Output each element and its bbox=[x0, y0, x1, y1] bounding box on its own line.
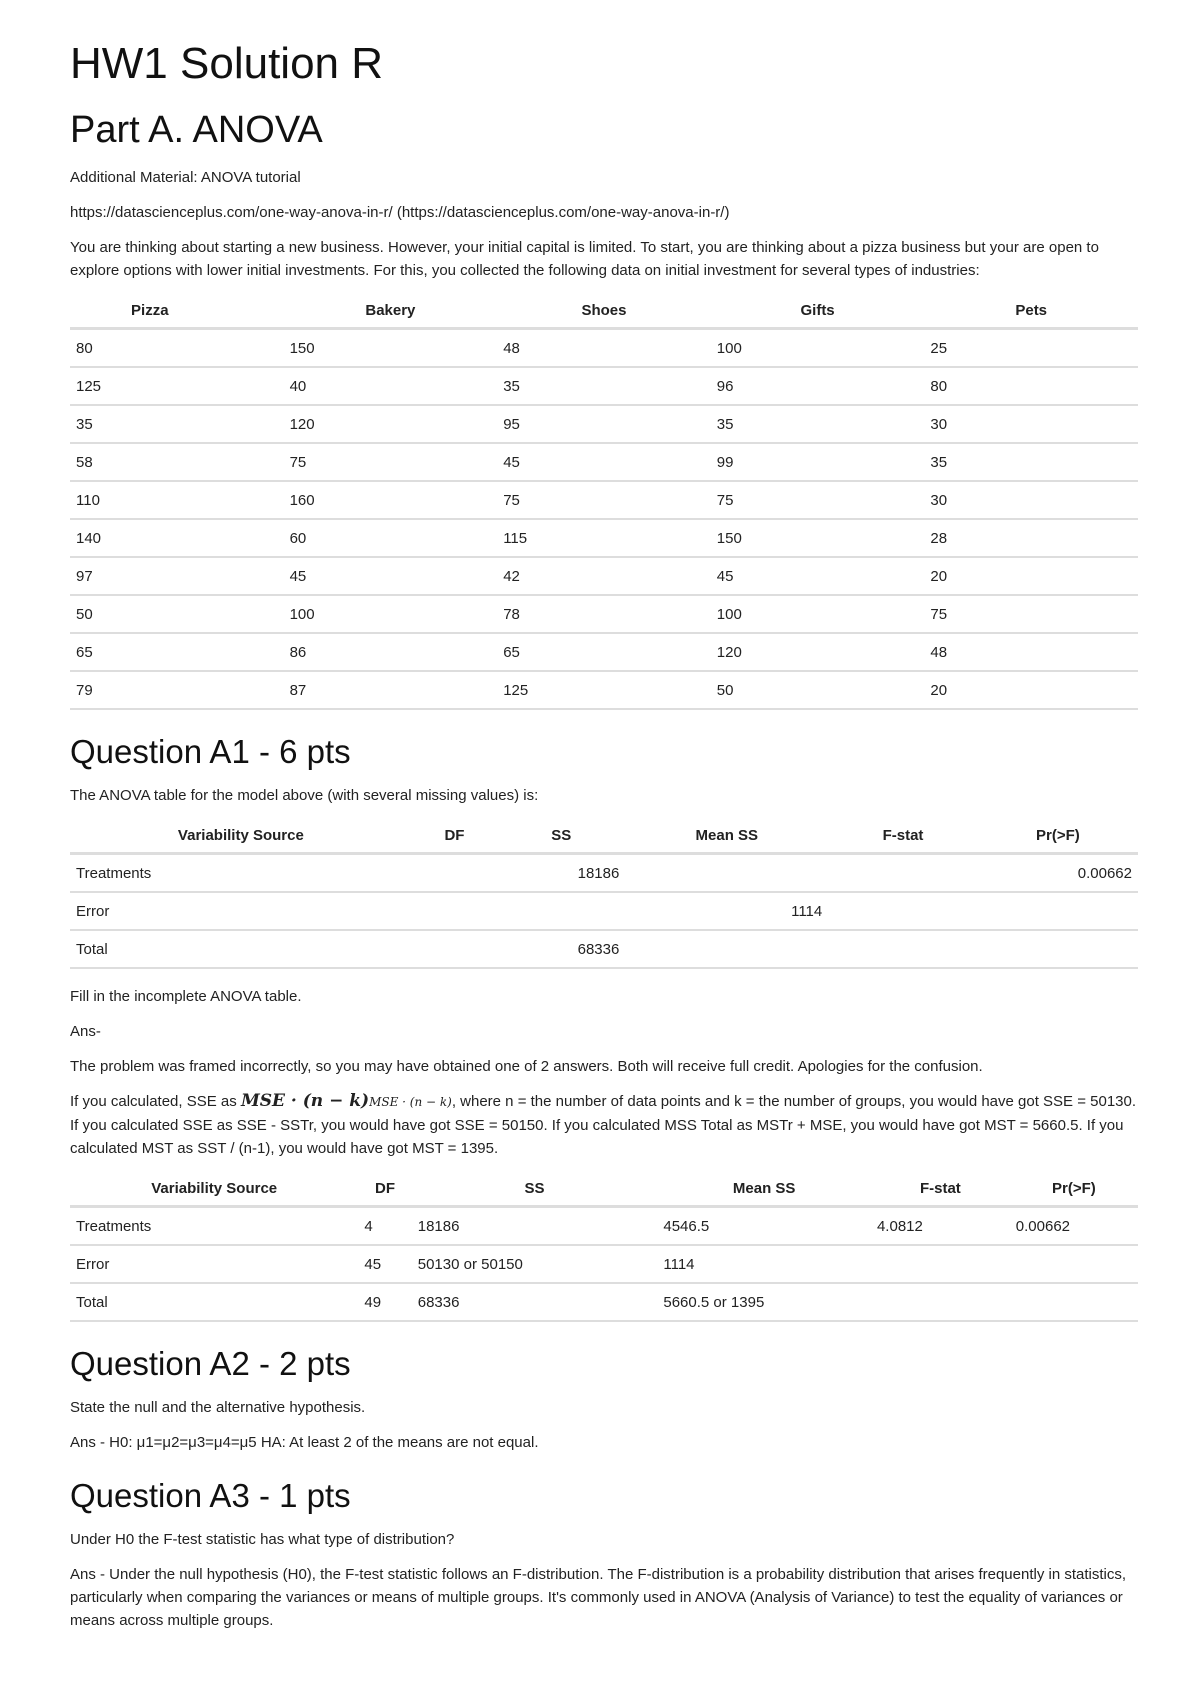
table-cell: 79 bbox=[70, 671, 284, 709]
table-row bbox=[70, 405, 1138, 443]
table-cell: 125 bbox=[497, 671, 711, 709]
table-row bbox=[70, 367, 1138, 405]
table-cell: 120 bbox=[711, 633, 925, 671]
table-cell bbox=[828, 930, 978, 968]
column-header: DF bbox=[358, 1172, 411, 1207]
table-row bbox=[70, 633, 1138, 671]
formula-bold: MSE · (n − k) bbox=[240, 1091, 370, 1111]
table-cell: 80 bbox=[924, 367, 1138, 405]
table-cell: 150 bbox=[711, 519, 925, 557]
question-a3-prompt: Under H0 the F-test statistic has what type of distribution? bbox=[70, 1531, 455, 1548]
table-cell: 49 bbox=[358, 1283, 411, 1321]
table-cell bbox=[625, 854, 828, 893]
investment-data-table bbox=[70, 294, 1138, 710]
table-cell bbox=[412, 892, 497, 930]
table-cell: 100 bbox=[711, 329, 925, 368]
question-a1-heading: Question A1 - 6 pts bbox=[70, 733, 351, 770]
table-cell: 35 bbox=[924, 443, 1138, 481]
table-row bbox=[70, 1245, 1138, 1283]
table-row bbox=[70, 519, 1138, 557]
table-header-row bbox=[70, 1172, 1138, 1207]
table-cell: 100 bbox=[711, 595, 925, 633]
table-cell: 78 bbox=[497, 595, 711, 633]
column-header: Pizza bbox=[70, 294, 284, 329]
table-cell: 150 bbox=[284, 329, 498, 368]
table-cell: 65 bbox=[497, 633, 711, 671]
table-cell: 86 bbox=[284, 633, 498, 671]
table-cell bbox=[828, 854, 978, 893]
table-cell bbox=[871, 1283, 1010, 1321]
column-header: SS bbox=[497, 819, 625, 854]
table-cell: 18186 bbox=[412, 1207, 658, 1246]
table-row bbox=[70, 671, 1138, 709]
formula-plain: MSE · (n − k) bbox=[369, 1095, 452, 1109]
table-cell bbox=[412, 854, 497, 893]
calc-prefix: If you calculated, SSE as bbox=[70, 1093, 241, 1110]
table-cell: 75 bbox=[924, 595, 1138, 633]
table-row bbox=[70, 481, 1138, 519]
table-cell: Treatments bbox=[70, 854, 412, 893]
table-cell: 5660.5 or 1395 bbox=[657, 1283, 871, 1321]
table-row bbox=[70, 930, 1138, 968]
table-cell: 20 bbox=[924, 671, 1138, 709]
column-header: F-stat bbox=[828, 819, 978, 854]
column-header: Pets bbox=[924, 294, 1138, 329]
intro-paragraph: You are thinking about starting a new business. However, your initial capital is limited. To start, you are thinking about a pizza business but your are open to explore options with lower initial investments. For this, you collected the following data on initial investment for several types of industries: bbox=[70, 239, 1099, 279]
table-header-row bbox=[70, 294, 1138, 329]
table-cell: 60 bbox=[284, 519, 498, 557]
column-header: F-stat bbox=[871, 1172, 1010, 1207]
table-cell: 99 bbox=[711, 443, 925, 481]
table-cell: 35 bbox=[711, 405, 925, 443]
column-header: Shoes bbox=[497, 294, 711, 329]
table-cell: 80 bbox=[70, 329, 284, 368]
table-cell: 125 bbox=[70, 367, 284, 405]
table-cell bbox=[978, 892, 1138, 930]
table-cell: Treatments bbox=[70, 1207, 358, 1246]
column-header: Variability Source bbox=[70, 819, 412, 854]
fill-instruction: Fill in the incomplete ANOVA table. bbox=[70, 988, 302, 1005]
table-cell: 50 bbox=[70, 595, 284, 633]
calculation-paragraph bbox=[70, 1090, 1138, 1160]
table-cell: 35 bbox=[497, 367, 711, 405]
table-row bbox=[70, 329, 1138, 368]
table-row bbox=[70, 557, 1138, 595]
table-cell: 4 bbox=[358, 1207, 411, 1246]
table-cell: 45 bbox=[358, 1245, 411, 1283]
table-cell: 48 bbox=[924, 633, 1138, 671]
tutorial-link[interactable]: https://datascienceplus.com/one-way-anova-in-r/ (https://datascienceplus.com/one-way-anova-in-r/) bbox=[70, 204, 730, 221]
table-cell: Error bbox=[70, 1245, 358, 1283]
answer-label: Ans- bbox=[70, 1023, 101, 1040]
table-cell: 1114 bbox=[625, 892, 828, 930]
table-cell: 30 bbox=[924, 405, 1138, 443]
table-cell: 58 bbox=[70, 443, 284, 481]
column-header: Pr(>F) bbox=[1010, 1172, 1138, 1207]
table-cell: 0.00662 bbox=[1010, 1207, 1138, 1246]
table-cell: 25 bbox=[924, 329, 1138, 368]
column-header: Gifts bbox=[711, 294, 925, 329]
table-cell: 4.0812 bbox=[871, 1207, 1010, 1246]
table-cell bbox=[978, 930, 1138, 968]
table-cell bbox=[1010, 1283, 1138, 1321]
table-cell: 50130 or 50150 bbox=[412, 1245, 658, 1283]
table-cell: 68336 bbox=[497, 930, 625, 968]
table-cell: 28 bbox=[924, 519, 1138, 557]
table-cell: Error bbox=[70, 892, 412, 930]
question-a3-answer: Ans - Under the null hypothesis (H0), the F-test statistic follows an F-distribution. The F-distribution is a probability distribution that arises frequently in statistics, particularly when comparing the variances or means of multiple groups. It's commonly used in ANOVA (Analysis of Variance) to test the equality of variances or means across multiple groups. bbox=[70, 1566, 1127, 1629]
question-a2-prompt: State the null and the alternative hypothesis. bbox=[70, 1399, 366, 1416]
table-cell bbox=[625, 930, 828, 968]
section-heading-part-a: Part A. ANOVA bbox=[70, 109, 323, 151]
table-cell: 140 bbox=[70, 519, 284, 557]
table-cell: 96 bbox=[711, 367, 925, 405]
table-cell: 95 bbox=[497, 405, 711, 443]
table-cell: Total bbox=[70, 1283, 358, 1321]
calc-rest: , where n = the number of data points and k = the number of groups, you would have got SSE = 50130. If you calculated SSE as SSE - SSTr, you would have got SSE = 50150. If you calculated MSS Total as MSTr + MSE, you would have got MST = 5660.5. If you calculated MST as SST / (n-1), you would have got MST = 1395. bbox=[70, 1093, 1137, 1157]
table-cell: 1114 bbox=[657, 1245, 871, 1283]
anova-solution-table bbox=[70, 1172, 1138, 1322]
page-title: HW1 Solution R bbox=[70, 39, 384, 88]
column-header: Pr(>F) bbox=[978, 819, 1138, 854]
table-cell: 75 bbox=[284, 443, 498, 481]
question-a3-heading: Question A3 - 1 pts bbox=[70, 1477, 351, 1514]
table-cell: 42 bbox=[497, 557, 711, 595]
table-cell: 45 bbox=[711, 557, 925, 595]
table-cell: 75 bbox=[711, 481, 925, 519]
table-cell bbox=[412, 930, 497, 968]
table-cell: 4546.5 bbox=[657, 1207, 871, 1246]
table-cell: 97 bbox=[70, 557, 284, 595]
question-a2-answer: Ans - H0: μ1=μ2=μ3=μ4=μ5 HA: At least 2 of the means are not equal. bbox=[70, 1434, 539, 1451]
table-cell: 87 bbox=[284, 671, 498, 709]
anova-incomplete-table bbox=[70, 819, 1138, 969]
table-row bbox=[70, 1283, 1138, 1321]
table-cell: 68336 bbox=[412, 1283, 658, 1321]
table-cell bbox=[1010, 1245, 1138, 1283]
column-header: Bakery bbox=[284, 294, 498, 329]
additional-material-text: Additional Material: ANOVA tutorial bbox=[70, 169, 301, 186]
table-cell: 100 bbox=[284, 595, 498, 633]
table-cell: 30 bbox=[924, 481, 1138, 519]
column-header: SS bbox=[412, 1172, 658, 1207]
table-cell bbox=[871, 1245, 1010, 1283]
column-header: Variability Source bbox=[70, 1172, 358, 1207]
question-a2-heading: Question A2 - 2 pts bbox=[70, 1345, 351, 1382]
table-cell: 45 bbox=[497, 443, 711, 481]
table-cell: 45 bbox=[284, 557, 498, 595]
table-cell: 0.00662 bbox=[978, 854, 1138, 893]
table-cell: 115 bbox=[497, 519, 711, 557]
table-row bbox=[70, 892, 1138, 930]
table-cell: 48 bbox=[497, 329, 711, 368]
table-cell: 35 bbox=[70, 405, 284, 443]
column-header: Mean SS bbox=[657, 1172, 871, 1207]
question-a1-prompt: The ANOVA table for the model above (with several missing values) is: bbox=[70, 787, 539, 804]
table-cell: 110 bbox=[70, 481, 284, 519]
table-cell: 75 bbox=[497, 481, 711, 519]
table-row bbox=[70, 595, 1138, 633]
table-cell: Total bbox=[70, 930, 412, 968]
table-row bbox=[70, 1207, 1138, 1246]
table-cell bbox=[497, 892, 625, 930]
table-cell bbox=[828, 892, 978, 930]
table-cell: 120 bbox=[284, 405, 498, 443]
table-header-row bbox=[70, 819, 1138, 854]
table-row bbox=[70, 443, 1138, 481]
column-header: Mean SS bbox=[625, 819, 828, 854]
explanation-text: The problem was framed incorrectly, so you may have obtained one of 2 answers. Both will receive full credit. Apologies for the confusion. bbox=[70, 1058, 983, 1075]
table-cell: 65 bbox=[70, 633, 284, 671]
table-cell: 18186 bbox=[497, 854, 625, 893]
table-cell: 160 bbox=[284, 481, 498, 519]
table-cell: 20 bbox=[924, 557, 1138, 595]
table-cell: 40 bbox=[284, 367, 498, 405]
table-cell: 50 bbox=[711, 671, 925, 709]
column-header: DF bbox=[412, 819, 497, 854]
table-row bbox=[70, 854, 1138, 893]
